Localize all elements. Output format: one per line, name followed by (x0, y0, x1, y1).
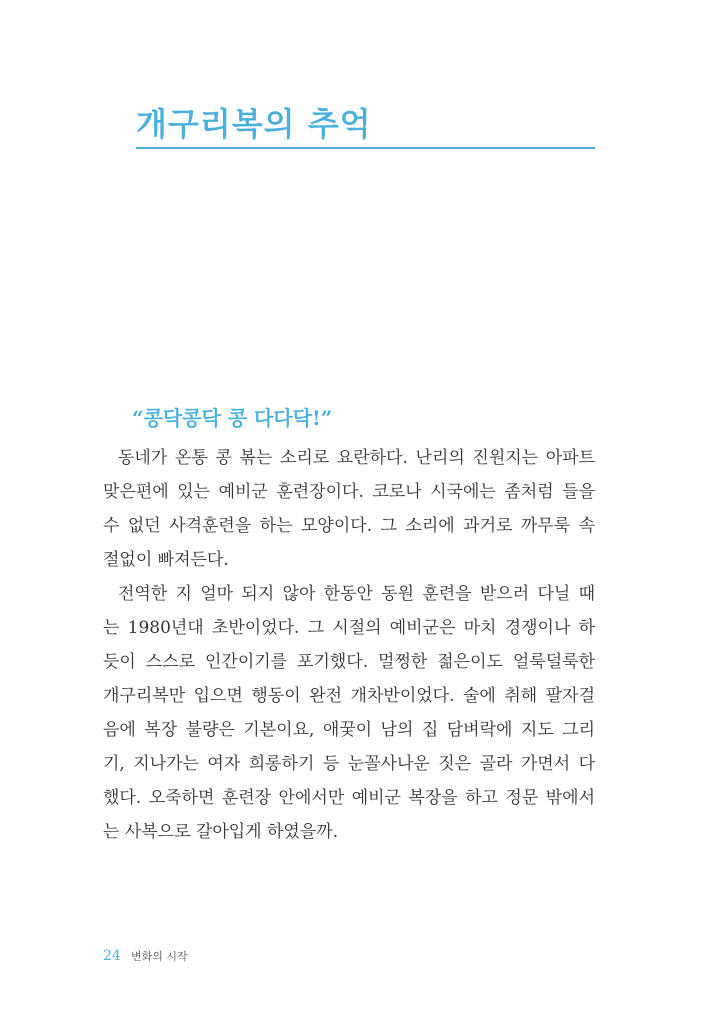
title-underline (136, 147, 595, 149)
page-footer (103, 946, 188, 967)
text-line: 개구리복만 입으면 행동이 완전 개차반이었다. 술에 취해 팔자걸 (103, 686, 595, 706)
text-line: 는 사복으로 갈아입게 하였을까. (103, 822, 339, 842)
text-line: 는 1980년대 초반이었다. 그 시절의 예비군은 마치 경쟁이나 하 (103, 618, 595, 638)
text-line: 기, 지나가는 여자 희롱하기 등 눈꼴사나운 짓은 골라 가면서 다 (103, 754, 595, 774)
text-line: 음에 복장 불량은 기본이요, 애꿎이 남의 집 담벼락에 지도 그리 (103, 720, 595, 740)
body-text (103, 441, 595, 849)
page-number: 24 (103, 948, 121, 964)
chapter-title: 개구리복의 추억 (136, 105, 372, 143)
text-line: 동네가 온통 콩 볶는 소리로 요란하다. 난리의 진원지는 아파트 (118, 448, 595, 468)
text-line: 했다. 오죽하면 훈련장 안에서만 예비군 복장을 하고 정문 밖에서 (103, 788, 595, 808)
section-name: 변화의 시작 (130, 950, 188, 963)
opening-quote: “콩닥콩닥 콩 다다닥!” (132, 406, 333, 430)
text-line: 전역한 지 얼마 되지 않아 한동안 동원 훈련을 받으러 다닐 때 (118, 584, 595, 604)
text-line: 듯이 스스로 인간이기를 포기했다. 멀쩡한 젊은이도 얼룩덜룩한 (103, 652, 595, 672)
paragraph-2 (103, 577, 595, 849)
text-line: 수 없던 사격훈련을 하는 모양이다. 그 소리에 과거로 까무룩 속 (103, 516, 595, 536)
paragraph-1 (103, 441, 595, 577)
text-line: 절없이 빠져든다. (103, 550, 229, 570)
text-line: 맞은편에 있는 예비군 훈련장이다. 코로나 시국에는 좀처럼 들을 (103, 482, 595, 502)
